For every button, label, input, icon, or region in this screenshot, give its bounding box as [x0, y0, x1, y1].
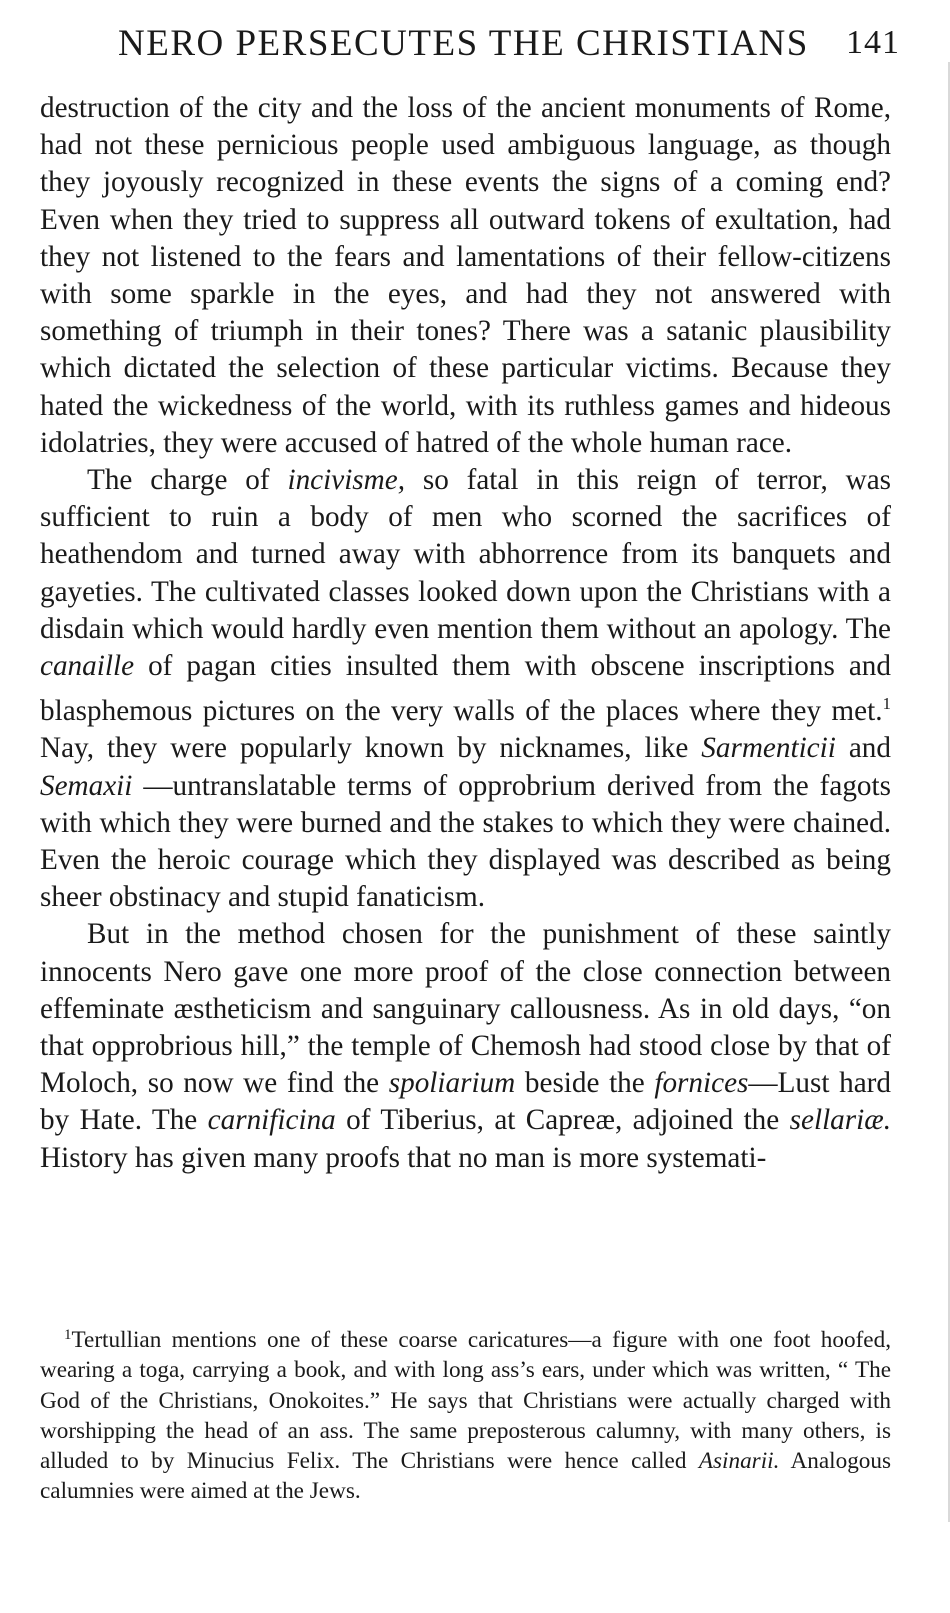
footnote — [40, 1320, 891, 1507]
running-head: NERO PERSECUTES THE CHRISTIANS — [118, 23, 809, 64]
footnote-reference: 1 — [882, 694, 891, 714]
paragraph — [40, 90, 891, 462]
paragraph — [40, 462, 891, 916]
text-run: beside the — [515, 1067, 655, 1100]
body-text — [40, 90, 891, 1177]
text-run: The charge of — [87, 464, 288, 497]
text-run: —untranslatable terms of opprobrium derived from the fagots with which they were burned and the stakes to which they were chained. Even the heroic courage which they displayed was described as being sheer obstinacy and stupid fanaticism. — [40, 769, 891, 914]
text-run: But in the method chosen for the punishment of these saintly innocents Nero gave one more proof of the close connection between effeminate æstheticism and sanguinary callousness. As in old days, “on that opprobrious hill,” the temple of Chemosh had stood close by that of Moloch, so now we find the — [40, 918, 891, 1100]
italic-term: spoliarium — [388, 1067, 516, 1100]
paragraph — [40, 916, 891, 1176]
italic-term: canaille — [40, 650, 135, 683]
text-run: Tertullian mentions one of these coarse caricatures—a figure with one foot hoofed, wearing a toga, carrying a book, and with long ass’s ears, under which was written, “ The God of the Christians, Onokoites.” He says that Christians were actually charged with worshipping the head of an ass. The same preposterous calumny, with many others, is alluded to by Minucius Felix. The Christians were hence called — [40, 1327, 891, 1475]
text-run: so fatal in this reign of terror, was sufficient to ruin a body of men who scorned the sacrifices of heathendom and turned away with abhorrence from its banquets and gayeties. The cultivated classes looked down upon the Christians with a disdain which would hardly even mention them without an apology. The — [40, 464, 892, 645]
text-run: Analogous calumnies were aimed at the Jews. — [40, 1448, 891, 1505]
italic-term: Semaxii — [40, 769, 133, 802]
page-number: 141 — [846, 24, 900, 61]
text-run: of Tiberius, at Capreæ, adjoined the — [335, 1104, 790, 1137]
text-run: destruction of the city and the loss of the ancient monuments of Rome, had not these pernicious people used ambiguous language, as though they joyously recognized in these events the signs of a coming end? Even when they tried to suppress all outward tokens of exultation, had they not listened to the fears and lamentations of their fellow-citizens with some sparkle in the eyes, and had they not answered with something of triumph in their tones? There was a satanic plausibility which dictated the selection of these particular victims. Because they hated the wickedness of the world, with its ruthless games and hideous idolatries, they were accused of hatred of the whole human race. — [40, 92, 891, 459]
text-run: and — [835, 732, 891, 765]
italic-term: carnificina — [207, 1104, 336, 1137]
italic-term: fornices — [654, 1067, 749, 1100]
italic-term: Asinarii. — [698, 1448, 780, 1475]
page-header — [40, 22, 900, 72]
text-run: —Lust hard by Hate. The — [40, 1067, 891, 1137]
italic-term: Sarmenticii — [701, 732, 836, 765]
footnote-text — [40, 1327, 891, 1504]
italic-term: incivisme, — [287, 464, 405, 497]
text-run: Nay, they were popularly known by nicknames, like — [40, 732, 702, 765]
text-run: of pagan cities insulted them with obscene inscriptions and blasphemous pictures on the very walls of the places where they met. — [40, 650, 891, 728]
text-run: History has given many proofs that no man is more systemati- — [40, 1141, 767, 1174]
italic-term: sellariæ. — [789, 1104, 891, 1137]
footnote-marker: 1 — [64, 1327, 72, 1343]
